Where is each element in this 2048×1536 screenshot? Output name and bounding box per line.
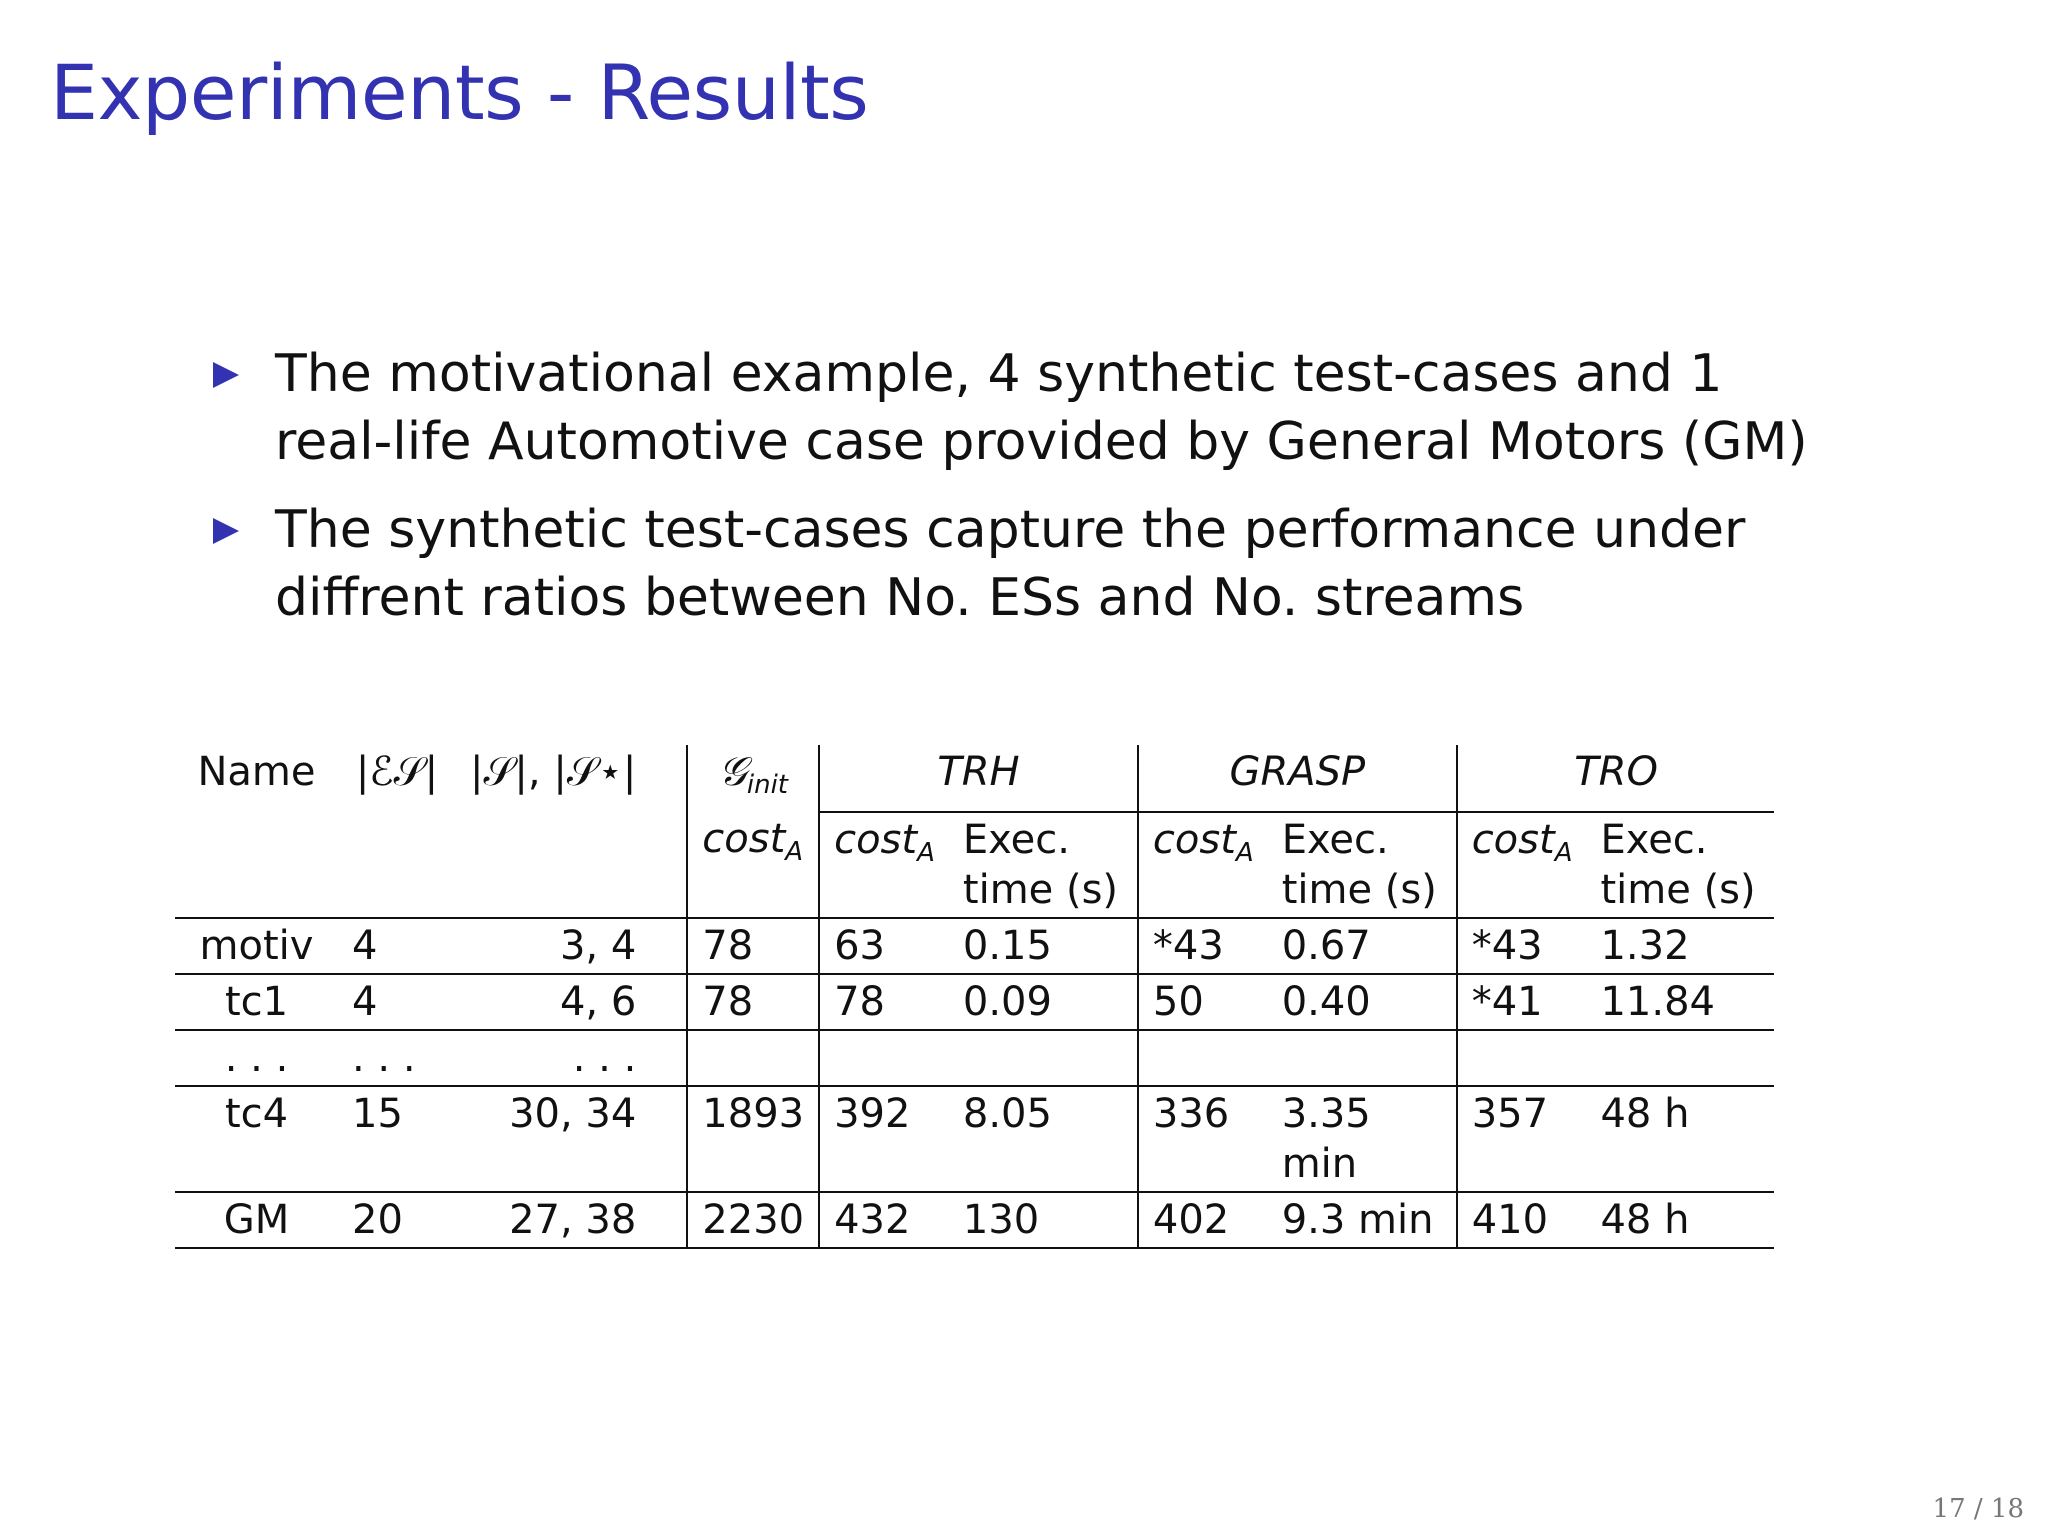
cell-es: 4 <box>338 918 456 974</box>
cell-grasp-exec: 3.35 min <box>1268 1086 1457 1192</box>
bullet-text: The motivational example, 4 synthetic test-cases and 1 real-life Automotive case provided by General Motors (GM) <box>275 344 1808 472</box>
table-row <box>175 918 1774 974</box>
cell-g-init <box>687 1030 819 1086</box>
bullet-item <box>205 340 1825 476</box>
cell-tro-cost: 410 <box>1457 1192 1587 1248</box>
cell-grasp-exec: 0.40 <box>1268 974 1457 1030</box>
cell-streams: . . . <box>456 1030 687 1086</box>
cell-grasp-cost <box>1138 1030 1268 1086</box>
cell-tro-exec <box>1586 1030 1774 1086</box>
cell-trh-exec: 130 <box>949 1192 1138 1248</box>
table-row <box>175 1030 1774 1086</box>
table-subheader-row <box>175 812 1774 918</box>
page-number: 17 / 18 <box>1932 1494 2024 1524</box>
table-row <box>175 974 1774 1030</box>
cell-tro-cost: *41 <box>1457 974 1587 1030</box>
cell-trh-cost: 78 <box>819 974 949 1030</box>
cell-grasp-exec: 0.67 <box>1268 918 1457 974</box>
cell-trh-cost: 63 <box>819 918 949 974</box>
subheader-trh-exec: Exec. time (s) <box>949 812 1138 918</box>
cell-es: 15 <box>338 1086 456 1192</box>
g-init-symbol: 𝒢 <box>718 749 747 795</box>
cell-grasp-exec: 9.3 min <box>1268 1192 1457 1248</box>
cell-streams: 30, 34 <box>456 1086 687 1192</box>
cell-es: . . . <box>338 1030 456 1086</box>
triangle-bullet-icon <box>213 518 239 544</box>
cell-streams: 27, 38 <box>456 1192 687 1248</box>
slide-title: Experiments - Results <box>50 48 869 137</box>
cell-name: tc1 <box>175 974 338 1030</box>
cell-grasp-cost: 402 <box>1138 1192 1268 1248</box>
cell-name: motiv <box>175 918 338 974</box>
table-row <box>175 1086 1774 1192</box>
cell-tro-exec: 1.32 <box>1586 918 1774 974</box>
triangle-bullet-icon <box>213 362 239 388</box>
cell-grasp-cost: 50 <box>1138 974 1268 1030</box>
cell-trh-exec <box>949 1030 1138 1086</box>
table-row <box>175 1192 1774 1248</box>
g-init-subscript: init <box>746 770 788 800</box>
cell-streams: 3, 4 <box>456 918 687 974</box>
cell-trh-exec: 0.15 <box>949 918 1138 974</box>
subheader-tro-cost: cost$_A$ <box>1457 812 1587 918</box>
cell-trh-exec: 8.05 <box>949 1086 1138 1192</box>
cell-tro-exec: 11.84 <box>1586 974 1774 1030</box>
header-streams: |𝒮|, |𝒮⋆| <box>456 745 687 812</box>
cell-g-init: 78 <box>687 974 819 1030</box>
cell-streams: 4, 6 <box>456 974 687 1030</box>
cell-es: 20 <box>338 1192 456 1248</box>
subheader-trh-cost: cost$_A$ <box>819 812 949 918</box>
subheader-g-init-cost: cost$_A$ <box>687 812 819 918</box>
results-table <box>175 745 1774 1249</box>
cell-g-init: 78 <box>687 918 819 974</box>
subheader-tro-exec: Exec. time (s) <box>1586 812 1774 918</box>
header-trh: TRH <box>819 745 1138 812</box>
header-tro: TRO <box>1457 745 1775 812</box>
cell-name: GM <box>175 1192 338 1248</box>
cell-grasp-cost: 336 <box>1138 1086 1268 1192</box>
header-es: |ℰ𝒮| <box>355 749 439 795</box>
subheader-grasp-cost: cost$_A$ <box>1138 812 1268 918</box>
header-grasp: GRASP <box>1138 745 1457 812</box>
cell-grasp-exec <box>1268 1030 1457 1086</box>
cell-name: tc4 <box>175 1086 338 1192</box>
cell-grasp-cost: *43 <box>1138 918 1268 974</box>
cell-trh-cost: 432 <box>819 1192 949 1248</box>
cell-trh-cost <box>819 1030 949 1086</box>
header-name: Name <box>197 749 316 795</box>
table-header-row <box>175 745 1774 812</box>
subheader-grasp-exec: Exec. time (s) <box>1268 812 1457 918</box>
cell-g-init: 2230 <box>687 1192 819 1248</box>
cell-tro-exec: 48 h <box>1586 1086 1774 1192</box>
bullet-item <box>205 496 1825 632</box>
cell-tro-cost <box>1457 1030 1587 1086</box>
cell-g-init: 1893 <box>687 1086 819 1192</box>
header-g-init <box>687 745 819 812</box>
cell-tro-cost: *43 <box>1457 918 1587 974</box>
cell-es: 4 <box>338 974 456 1030</box>
cell-name: . . . <box>175 1030 338 1086</box>
cell-trh-exec: 0.09 <box>949 974 1138 1030</box>
bullet-list <box>205 340 1825 652</box>
cell-tro-exec: 48 h <box>1586 1192 1774 1248</box>
bullet-text: The synthetic test-cases capture the performance under diffrent ratios between No. ESs and No. streams <box>275 500 1746 628</box>
cell-tro-cost: 357 <box>1457 1086 1587 1192</box>
cell-trh-cost: 392 <box>819 1086 949 1192</box>
